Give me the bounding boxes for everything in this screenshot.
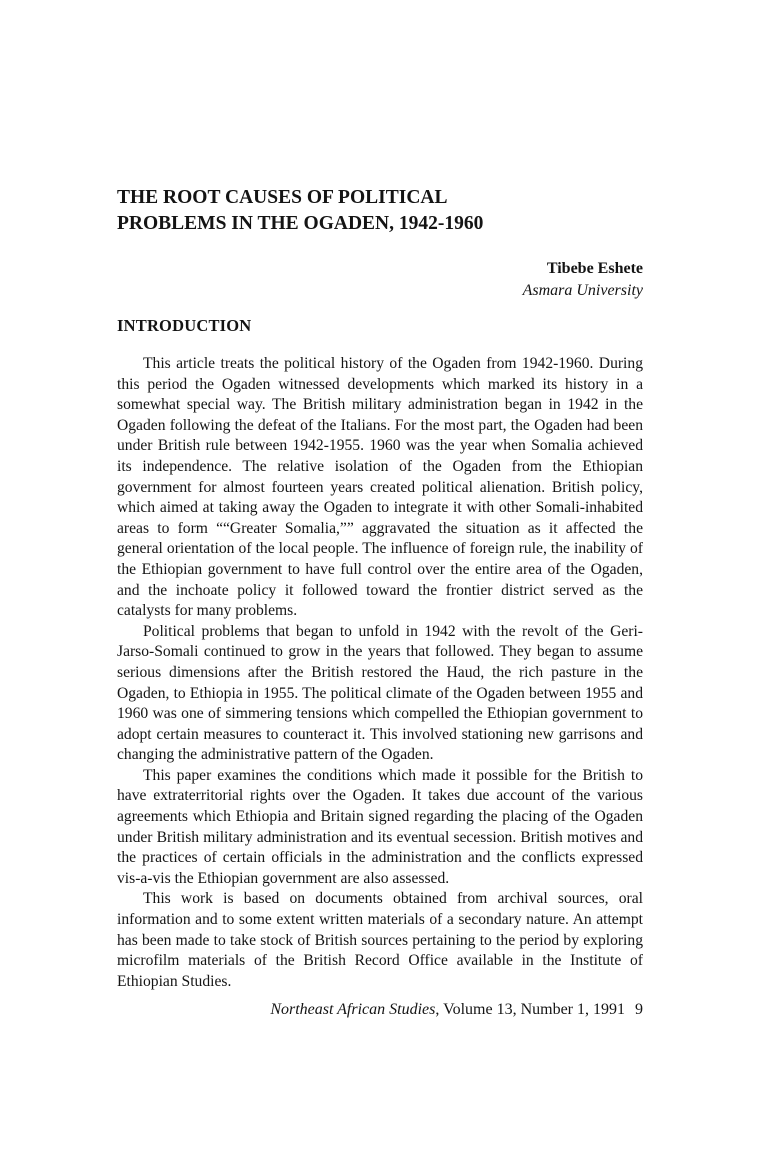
body-paragraph-4: This work is based on documents obtained from archival sources, oral information and to some extent written materials of a secondary nature. An attempt has been made to take stock of British sources pertaining to the period by exploring microfilm materials of the British Record Office available in the Institute of Ethiopian Studies. bbox=[117, 890, 643, 990]
author-name: Tibebe Eshete bbox=[546, 260, 643, 277]
author-affiliation: Asmara University bbox=[522, 282, 643, 299]
footer-journal-name: Northeast African Studies bbox=[270, 1001, 436, 1018]
section-heading-introduction: INTRODUCTION bbox=[117, 316, 252, 335]
article-body bbox=[117, 354, 643, 992]
page-footer bbox=[270, 999, 643, 1021]
body-paragraph-2: Political problems that began to unfold in 1942 with the revolt of the Geri-Jarso-Somali continued to grow in the years that followed. They began to assume serious dimensions after the British restored the Haud, the rich pasture in the Ogaden, to Ethiopia in 1955. The political climate of the Ogaden between 1955 and 1960 was one of simmering tensions which compelled the Ethiopian government to adopt certain measures to counteract it. This involved stationing new garrisons and changing the administrative pattern of the Ogaden. bbox=[117, 622, 643, 764]
article-title-line-2: PROBLEMS IN THE OGADEN, 1942-1960 bbox=[117, 213, 484, 234]
author-block bbox=[523, 258, 643, 302]
journal-page bbox=[117, 0, 643, 1170]
article-title bbox=[117, 185, 643, 237]
body-paragraph-1: This article treats the political history of the Ogaden from 1942-1960. During this period the Ogaden witnessed developments which marked its history in a somewhat special way. The British military administration began in 1942 in the Ogaden following the defeat of the Italians. For the most part, the Ogaden had been under British rule between 1942-1955. 1960 was the year when Somalia achieved its independence. The relative isolation of the Ogaden from the Ethiopian government for almost fourteen years created political alienation. British policy, which aimed at taking away the Ogaden to integrate it with other Somali-inhabited areas to form ““Greater Somalia,”” aggravated the situation as it affected the general orientation of the local people. The influence of foreign rule, the inability of the Ethiopian government to have full control over the entire area of the Ogaden, and the inchoate policy it followed toward the frontier district served as the catalysts for many problems. bbox=[117, 355, 643, 620]
body-paragraph-3: This paper examines the conditions which made it possible for the British to have extraterritorial rights over the Ogaden. It takes due account of the various agreements which Ethiopia and Britain signed regarding the placing of the Ogaden under British military administration and its eventual secession. British motives and the practices of certain officials in the administration and the conflicts expressed vis-a-vis the Ethiopian government are also assessed. bbox=[117, 766, 643, 887]
footer-citation: , Volume 13, Number 1, 1991 bbox=[435, 1001, 625, 1018]
article-title-line-1: THE ROOT CAUSES OF POLITICAL bbox=[117, 187, 448, 208]
footer-page-number: 9 bbox=[635, 1001, 643, 1018]
